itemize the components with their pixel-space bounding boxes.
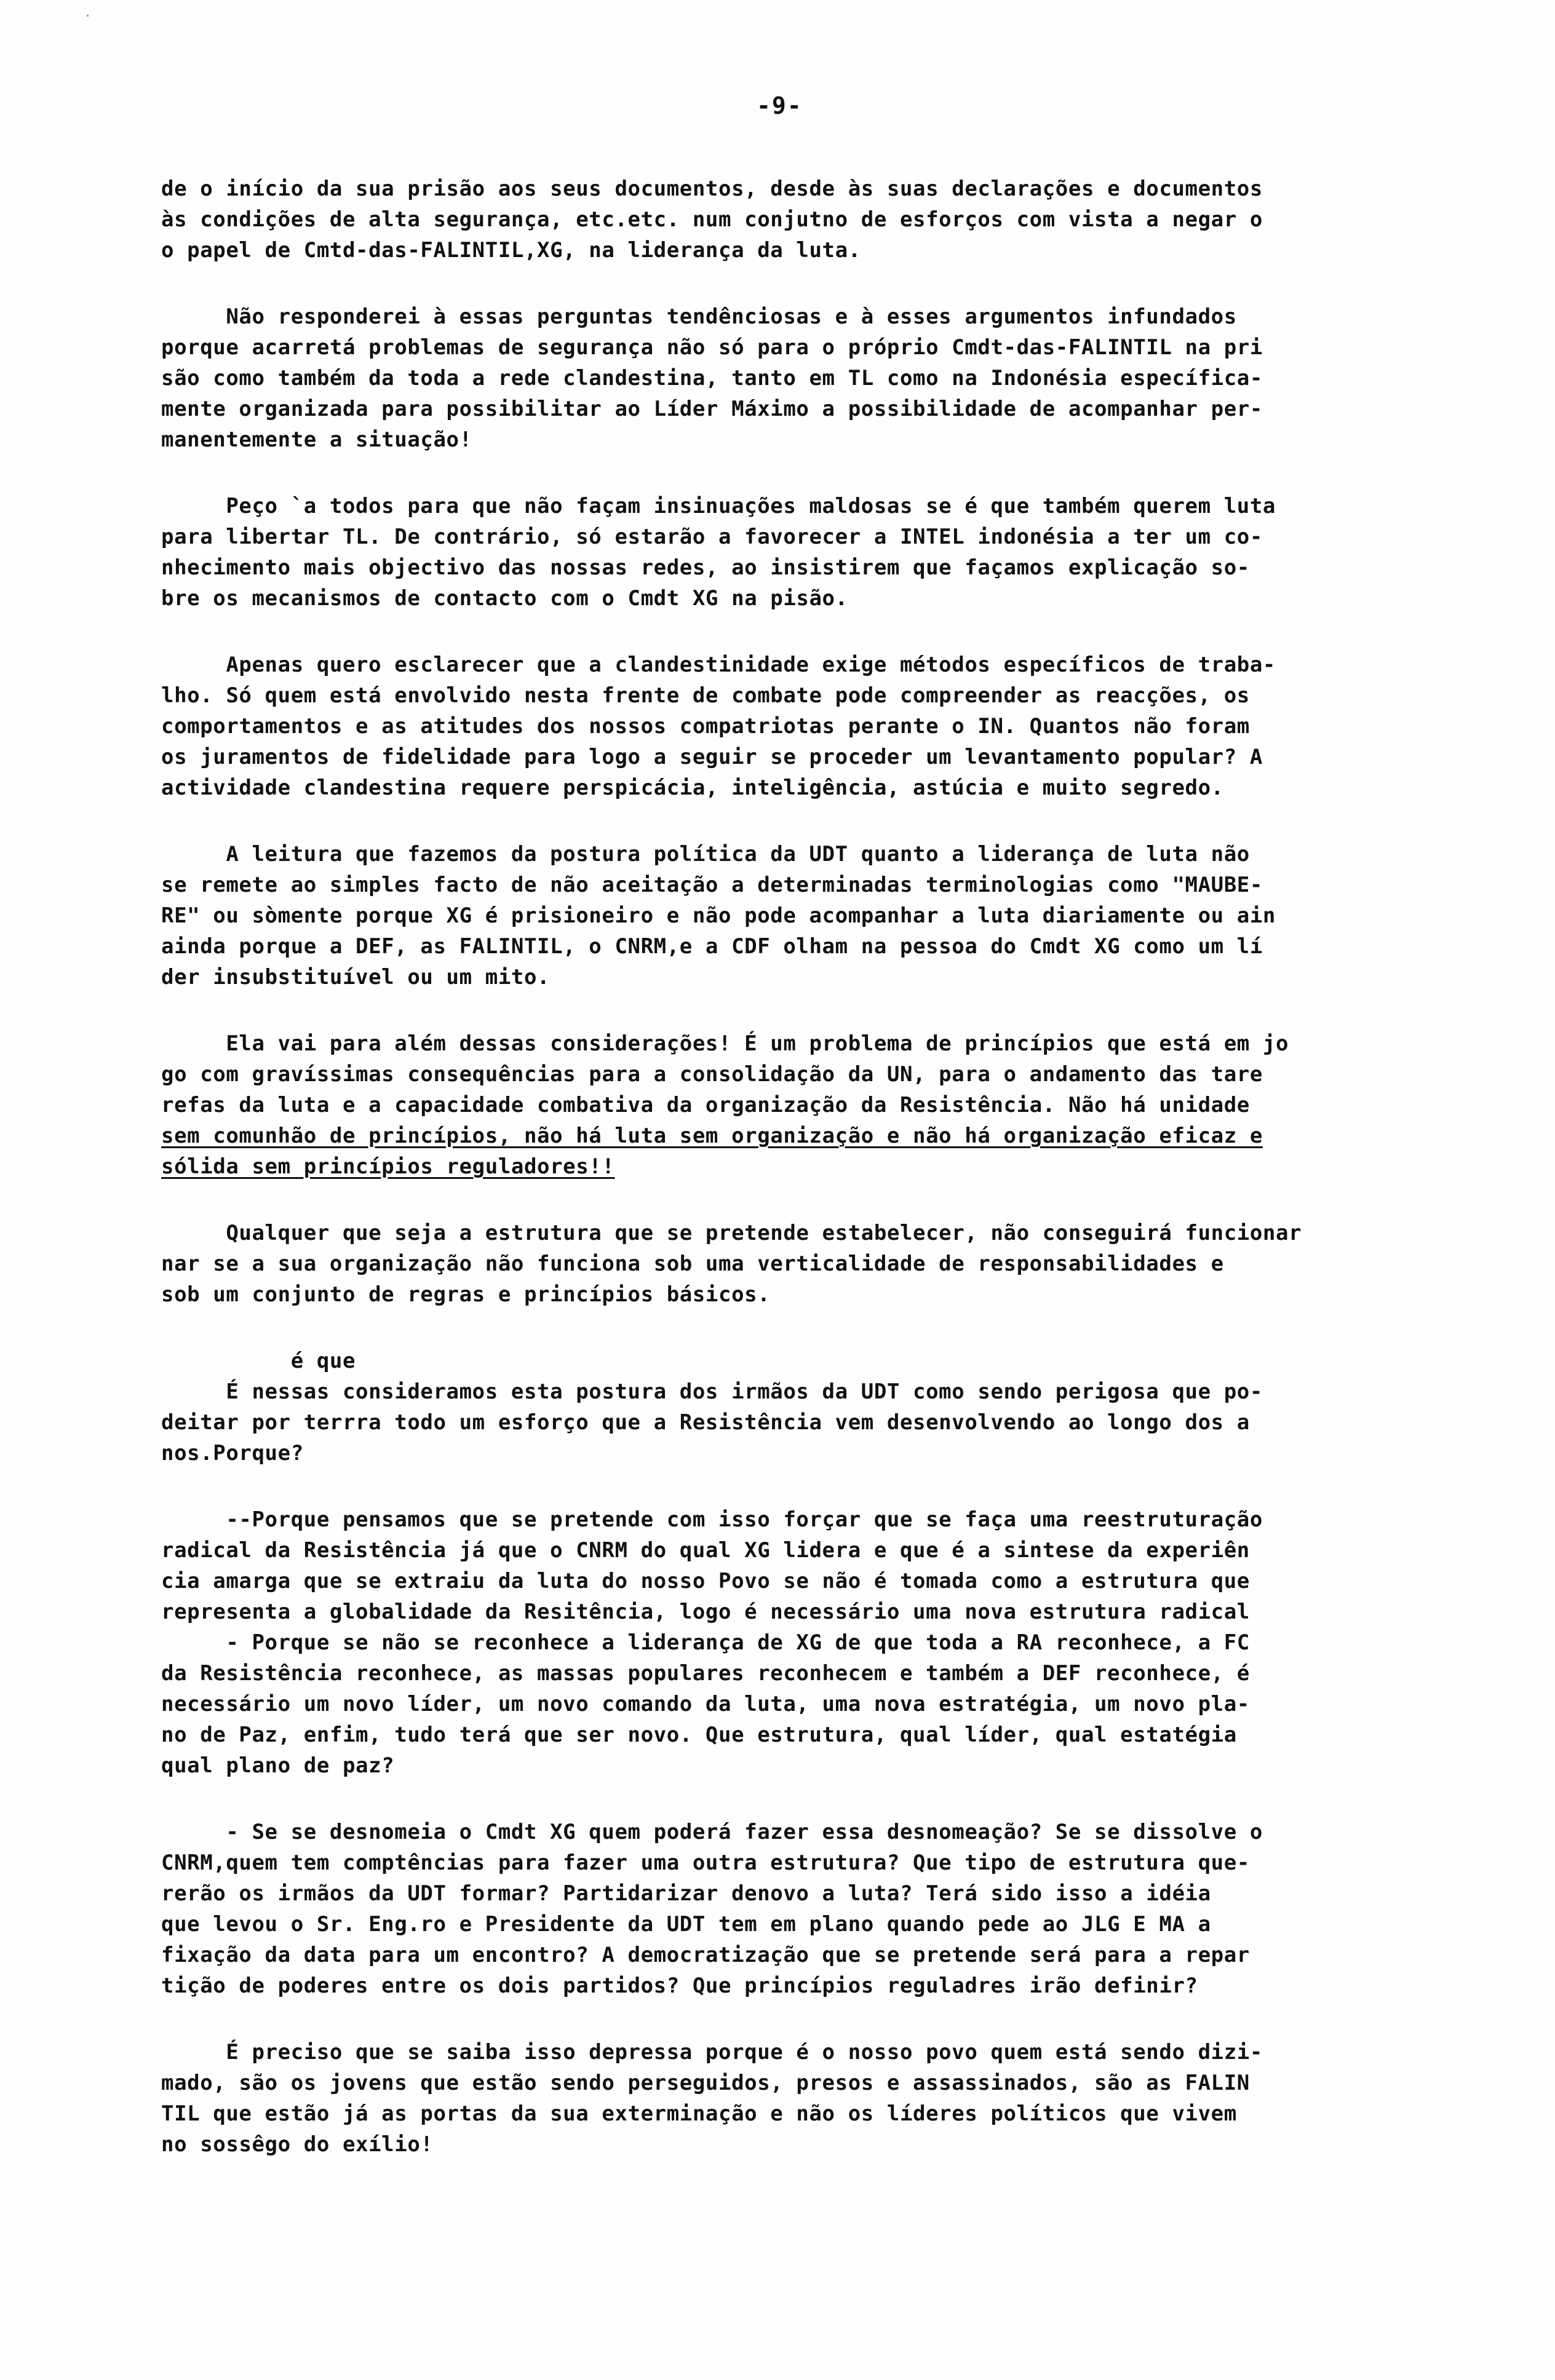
text-line: É preciso que se saiba isso depressa porque é o nosso povo quem está sendo dizi- — [161, 2040, 1263, 2065]
text-line: se remete ao simples facto de não aceitação a determinadas terminologias como "MAUBE- — [161, 873, 1263, 897]
page-number: -9- — [757, 92, 803, 119]
text-line: radical da Resistência já que o CNRM do qual XG lidera e que é a sintese da experiên — [161, 1538, 1250, 1563]
underlined-text-line: sólida sem princípios reguladores!! — [161, 1154, 615, 1179]
paragraph-4 — [161, 649, 1471, 803]
text-line: sob um conjunto de regras e princípios básicos. — [161, 1282, 771, 1307]
text-line: nar se a sua organização não funciona sob uma verticalidade de responsabilidades e — [161, 1251, 1224, 1276]
text-line: manentemente a situação! — [161, 427, 472, 452]
text-line: fixação da data para um encontro? A democratização que se pretende será para a repar — [161, 1943, 1250, 1967]
underlined-text-line: sem comunhão de princípios, não há luta sem organização e não há organização eficaz e — [161, 1124, 1263, 1148]
text-line: mado, são os jovens que estão sendo perseguidos, presos e assassinados, são as FALIN — [161, 2071, 1250, 2095]
text-line: nos.Porque? — [161, 1441, 304, 1466]
paragraph-7 — [161, 1218, 1471, 1310]
text-line: deitar por terrra todo um esforço que a Resistência vem desenvolvendo ao longo dos a — [161, 1410, 1250, 1435]
text-line: são como também da toda a rede clandestina, tanto em TL como na Indonésia específica- — [161, 366, 1263, 391]
paragraph-1 — [161, 173, 1471, 266]
text-line: de o início da sua prisão aos seus documentos, desde às suas declarações e documentos — [161, 177, 1263, 201]
text-line: CNRM,quem tem comptências para fazer uma outra estrutura? Que tipo de estrutura que- — [161, 1850, 1250, 1875]
text-line: RE" ou sòmente porque XG é prisioneiro e não pode acompanhar a luta diariamente ou ain — [161, 903, 1276, 928]
text-line: refas da luta e a capacidade combativa da organização da Resistência. Não há unidade — [161, 1093, 1250, 1117]
paragraph-2 — [161, 301, 1471, 455]
text-line: A leitura que fazemos da postura política da UDT quanto a liderança de luta não — [161, 842, 1250, 867]
text-line: às condições de alta segurança, etc.etc. num conjutno de esforços com vista a negar o — [161, 207, 1263, 232]
text-line: Ela vai para além dessas considerações! É um problema de princípios que está em jo — [161, 1031, 1289, 1056]
text-line: Qualquer que seja a estrutura que se pretende estabelecer, não conseguirá funcionar — [161, 1221, 1302, 1245]
paragraph-6 — [161, 1028, 1471, 1182]
text-line: para libertar TL. De contrário, só estarão a favorecer a INTEL indonésia a ter um co- — [161, 525, 1263, 549]
text-line: ainda porque a DEF, as FALINTIL, o CNRM,e a CDF olham na pessoa do Cmdt XG como um lí — [161, 934, 1263, 959]
paragraph-3 — [161, 491, 1471, 614]
paragraph-8 — [161, 1346, 1471, 1469]
text-line: representa a globalidade da Resitência, logo é necessário uma nova estrutura radical — [161, 1600, 1250, 1624]
text-line: qual plano de paz? — [161, 1753, 395, 1778]
text-line: comportamentos e as atitudes dos nossos compatriotas perante o IN. Quantos não foram — [161, 714, 1250, 739]
text-line: o papel de Cmtd-das-FALINTIL,XG, na liderança da luta. — [161, 238, 861, 263]
text-line: da Resistência reconhece, as massas populares reconhecem e também a DEF reconhece, é — [161, 1661, 1250, 1686]
text-line: mente organizada para possibilitar ao Líder Máximo a possibilidade de acompanhar per- — [161, 397, 1263, 421]
text-line: que levou o Sr. Eng.ro e Presidente da UDT tem em plano quando pede ao JLG E MA a — [161, 1912, 1211, 1937]
text-line: --Porque pensamos que se pretende com isso forçar que se faça uma reestruturação — [161, 1507, 1263, 1532]
text-line: no sossêgo do exílio! — [161, 2132, 434, 2157]
text-line: der insubstituível ou um mito. — [161, 965, 551, 990]
text-line: necessário um novo líder, um novo comando da luta, uma nova estratégia, um novo pla- — [161, 1692, 1250, 1716]
text-line: Peço `a todos para que não façam insinuações maldosas se é que também querem luta — [161, 494, 1276, 518]
text-line: porque acarretá problemas de segurança não só para o próprio Cmdt-das-FALINTIL na pri — [161, 335, 1263, 360]
paragraph-11 — [161, 2037, 1471, 2160]
text-line: rerão os irmãos da UDT formar? Partidarizar denovo a luta? Terá sido isso a idéia — [161, 1881, 1211, 1906]
paragraph-10 — [161, 1817, 1471, 2001]
text-line: Não responderei à essas perguntas tendênciosas e à esses argumentos infundados — [161, 304, 1237, 329]
text-line: no de Paz, enfim, tudo terá que ser novo. Que estrutura, qual líder, qual estatégia — [161, 1723, 1237, 1747]
text-line: bre os mecanismos de contacto com o Cmdt XG na pisão. — [161, 586, 848, 611]
text-line: lho. Só quem está envolvido nesta frente de combate pode compreender as reacções, os — [161, 683, 1250, 708]
text-line: Apenas quero esclarecer que a clandestinidade exige métodos específicos de traba- — [161, 653, 1276, 677]
text-line: tição de poderes entre os dois partidos? Que princípios reguladres irão definir? — [161, 1973, 1198, 1998]
text-line: TIL que estão já as portas da sua exterminação e não os líderes políticos que vivem — [161, 2101, 1237, 2126]
text-line: go com gravíssimas consequências para a consolidação da UN, para o andamento das tare — [161, 1062, 1263, 1087]
document-body — [161, 173, 1471, 2196]
text-line: os juramentos de fidelidade para logo a seguir se proceder um levantamento popular? A — [161, 745, 1263, 769]
text-line: - Porque se não se reconhece a liderança de XG de que toda a RA reconhece, a FC — [161, 1630, 1250, 1655]
text-line: nhecimento mais objectivo das nossas redes, ao insistirem que façamos explicação so- — [161, 555, 1250, 580]
margin-speck: · — [84, 9, 92, 24]
paragraph-5 — [161, 839, 1471, 993]
text-line: - Se se desnomeia o Cmdt XG quem poderá fazer essa desnomeação? Se se dissolve o — [161, 1820, 1263, 1844]
text-line: actividade clandestina requere perspicácia, inteligência, astúcia e muito segredo. — [161, 775, 1224, 800]
text-line: É nessas consideramos esta postura dos irmãos da UDT como sendo perigosa que po- — [161, 1379, 1263, 1404]
handwritten-insertion: é que — [161, 1349, 356, 1373]
paragraph-9 — [161, 1504, 1471, 1781]
text-line: cia amarga que se extraiu da luta do nosso Povo se não é tomada como a estrutura que — [161, 1569, 1250, 1593]
